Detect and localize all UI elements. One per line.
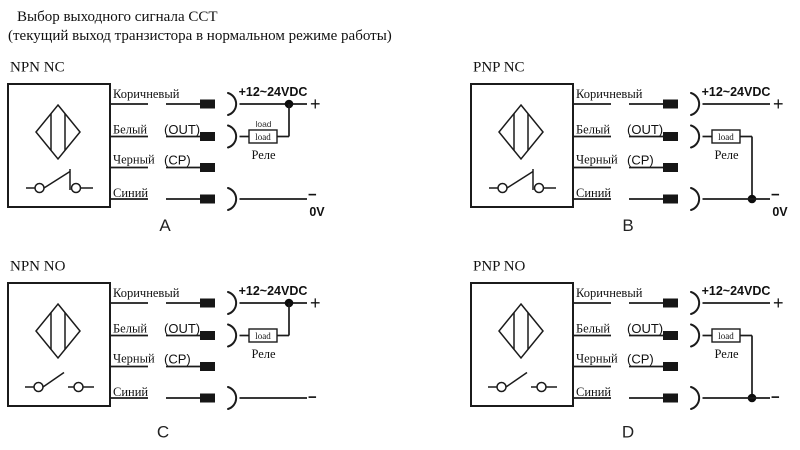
- connector-socket-icon: [691, 325, 699, 347]
- relay-label: Реле: [714, 347, 739, 361]
- cp-signal-label: (CP): [627, 152, 654, 168]
- diagram-type-label: NPN NO: [10, 258, 66, 275]
- wire-black-label: Черный: [576, 152, 618, 167]
- crimp-terminal: [663, 394, 678, 403]
- diagram-type-label: PNP NC: [473, 59, 525, 76]
- diagram-npn-no: [8, 259, 321, 442]
- connector-socket-icon: [228, 126, 236, 148]
- out-signal-label: (OUT): [627, 321, 664, 336]
- connector-socket-icon: [691, 188, 699, 210]
- supply-voltage-label: +12~24VDC: [238, 85, 308, 99]
- page-title-line2: (текущий выход транзистора в нормальном режиме работы): [8, 28, 392, 44]
- wire-blue-label: Синий: [576, 186, 612, 200]
- crimp-terminal: [663, 195, 678, 204]
- zero-volt-label: 0V: [772, 205, 788, 219]
- page-title-line1: Выбор выходного сигнала ССТ: [17, 9, 218, 25]
- sensor-box: [471, 84, 573, 207]
- cp-signal-label: (CP): [164, 351, 191, 367]
- wire-brown-label: Коричневый: [113, 286, 180, 300]
- crimp-terminal: [663, 331, 678, 340]
- plus-terminal: +: [773, 293, 784, 313]
- wire-brown-label: Коричневый: [113, 87, 180, 101]
- sensor-outline: [471, 283, 573, 406]
- diagram-letter: C: [156, 422, 170, 442]
- crimp-terminal: [200, 163, 215, 172]
- plus-terminal: +: [310, 293, 321, 313]
- connector-socket-icon: [691, 292, 699, 314]
- sensor-box: [8, 283, 110, 406]
- out-signal-label: (OUT): [627, 122, 664, 137]
- crimp-terminal: [200, 362, 215, 371]
- relay-label: Реле: [251, 148, 276, 162]
- load-circuit: [712, 130, 756, 203]
- zero-volt-label: 0V: [309, 205, 325, 219]
- load-label: load: [255, 132, 271, 142]
- sensor-outline: [8, 84, 110, 207]
- load-circuit: [712, 329, 756, 402]
- wire-black-label: Черный: [113, 351, 155, 366]
- crimp-terminal: [200, 100, 215, 109]
- cp-signal-label: (CP): [164, 152, 191, 168]
- wire-white-label: Белый: [576, 122, 611, 137]
- minus-terminal: −: [771, 186, 780, 204]
- crimp-terminal: [663, 163, 678, 172]
- crimp-terminal: [663, 132, 678, 141]
- cp-signal-label: (CP): [627, 351, 654, 367]
- wire-blue-label: Синий: [113, 186, 149, 200]
- crimp-terminal: [200, 195, 215, 204]
- minus-terminal: −: [308, 186, 317, 204]
- plus-terminal: +: [773, 94, 784, 114]
- wire-brown-label: Коричневый: [576, 286, 643, 300]
- connector-socket-icon: [228, 292, 236, 314]
- wire-black-label: Черный: [576, 351, 618, 366]
- sensor-box: [8, 84, 110, 207]
- crimp-terminal: [200, 331, 215, 340]
- connector-socket-icon: [228, 325, 236, 347]
- crimp-terminal: [200, 299, 215, 308]
- load-label: load: [255, 331, 271, 341]
- crimp-terminal: [663, 299, 678, 308]
- load-circuit: [249, 104, 289, 162]
- sensor-outline: [471, 84, 573, 207]
- wire-brown-label: Коричневый: [576, 87, 643, 101]
- load-label: load: [718, 132, 734, 142]
- supply-voltage-label: +12~24VDC: [238, 284, 308, 298]
- load-label-upper: load: [255, 119, 272, 129]
- connector-socket-icon: [228, 387, 236, 409]
- supply-voltage-label: +12~24VDC: [701, 284, 771, 298]
- connector-socket-icon: [228, 188, 236, 210]
- crimp-terminal: [663, 362, 678, 371]
- wire-blue-label: Синий: [576, 385, 612, 399]
- relay-label: Реле: [714, 148, 739, 162]
- relay-label: Реле: [251, 347, 276, 361]
- connector-socket-icon: [691, 126, 699, 148]
- minus-terminal: −: [771, 389, 780, 406]
- diagram-letter: A: [159, 216, 171, 235]
- connector-socket-icon: [691, 387, 699, 409]
- diagram-letter: D: [621, 422, 635, 442]
- diagram-letter: B: [622, 216, 634, 235]
- wire-black-label: Черный: [113, 152, 155, 167]
- out-signal-label: (OUT): [164, 321, 201, 336]
- wire-white-label: Белый: [113, 321, 148, 336]
- diagram-type-label: PNP NO: [473, 258, 526, 275]
- crimp-terminal: [200, 394, 215, 403]
- plus-terminal: +: [310, 94, 321, 114]
- minus-terminal: −: [308, 389, 317, 406]
- wire-white-label: Белый: [113, 122, 148, 137]
- sensor-box: [471, 283, 573, 406]
- diagram-pnp-no: [471, 259, 784, 442]
- wire-blue-label: Синий: [113, 385, 149, 399]
- diagram-pnp-nc: [471, 60, 788, 236]
- connector-socket-icon: [691, 93, 699, 115]
- load-circuit: [249, 303, 289, 361]
- crimp-terminal: [663, 100, 678, 109]
- out-signal-label: (OUT): [164, 122, 201, 137]
- diagram-npn-nc: [8, 60, 325, 236]
- supply-voltage-label: +12~24VDC: [701, 85, 771, 99]
- load-label: load: [718, 331, 734, 341]
- sensor-outline: [8, 283, 110, 406]
- diagram-type-label: NPN NC: [10, 59, 65, 76]
- wire-white-label: Белый: [576, 321, 611, 336]
- crimp-terminal: [200, 132, 215, 141]
- connector-socket-icon: [228, 93, 236, 115]
